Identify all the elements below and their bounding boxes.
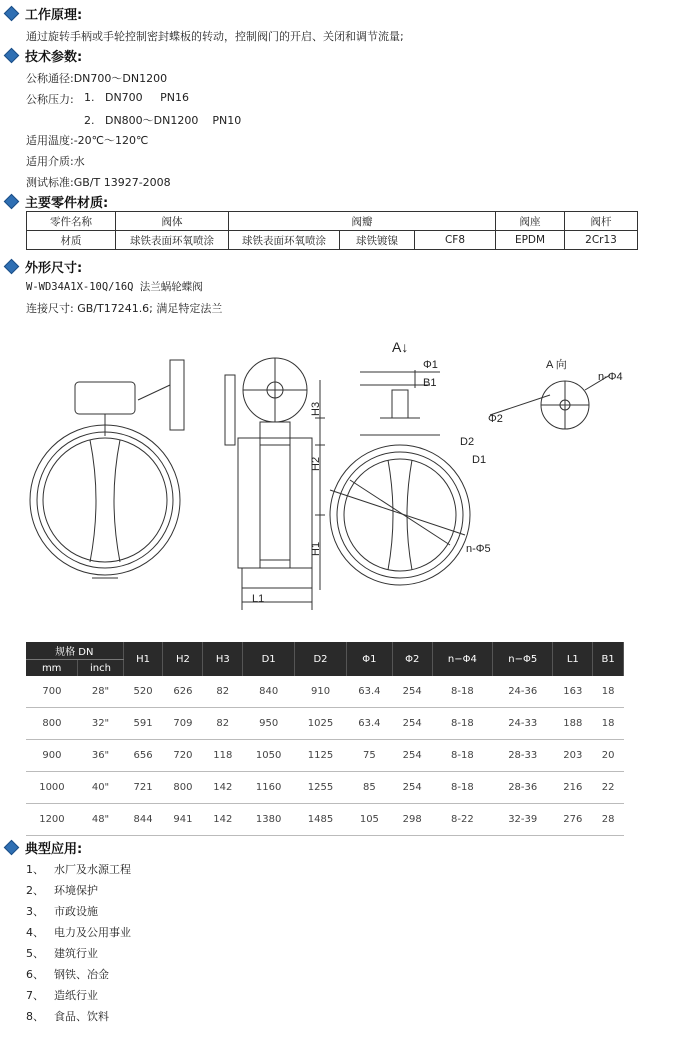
application-item	[26, 987, 98, 1003]
spec-cell: 163	[553, 676, 593, 708]
spec-cell: 276	[553, 804, 593, 836]
spec-cell: 142	[203, 804, 243, 836]
materials-header-cell: 阀体	[116, 212, 229, 231]
spec-cell: 254	[392, 708, 432, 740]
spec-cell: 520	[123, 676, 163, 708]
materials-header-cell: 阀杆	[565, 212, 638, 231]
spec-cell: 24-33	[493, 708, 553, 740]
spec-cell: 8-18	[432, 740, 492, 772]
spec-cell: 24-36	[493, 676, 553, 708]
label-l1: L1	[252, 593, 265, 605]
label-h2: H2	[310, 456, 322, 471]
spec-cell: 720	[163, 740, 203, 772]
spec-cell: 721	[123, 772, 163, 804]
param-pressure-1: 1. DN700 PN16	[84, 91, 190, 104]
spec-cell: 18	[593, 708, 624, 740]
application-item	[26, 924, 131, 940]
application-number: 1、	[26, 863, 44, 876]
label-b1: B1	[423, 377, 437, 389]
spec-cell: 1485	[295, 804, 347, 836]
principle-text: 通过旋转手柄或手轮控制密封蝶板的转动，控制阀门的开启、关闭和调节流量;	[26, 30, 404, 43]
section-title-principle: 工作原理:	[6, 4, 82, 23]
spec-unit-header: inch	[78, 660, 123, 677]
spec-row	[26, 804, 624, 836]
spec-cell: 32"	[78, 708, 123, 740]
diamond-bullet-icon	[4, 259, 20, 275]
spec-cell: 28-36	[493, 772, 553, 804]
spec-cell: 63.4	[346, 708, 392, 740]
materials-cell: 球铁表面环氧喷涂	[116, 231, 229, 250]
spec-cell: 105	[346, 804, 392, 836]
application-item	[26, 882, 98, 898]
spec-cell: 910	[295, 676, 347, 708]
model-text: W-WD34A1X-10Q/16Q 法兰蜗轮蝶阀	[26, 281, 203, 293]
materials-table	[26, 211, 638, 250]
application-text: 钢铁、冶金	[54, 968, 109, 981]
spec-cell: 36"	[78, 740, 123, 772]
spec-cell: 188	[553, 708, 593, 740]
materials-cell: CF8	[415, 231, 496, 250]
spec-cell: 142	[203, 772, 243, 804]
spec-cell: 48"	[78, 804, 123, 836]
spec-group-header: 规格 DN	[26, 642, 123, 660]
spec-cell: 75	[346, 740, 392, 772]
connection-text: 连接尺寸: GB/T17241.6; 满足特定法兰	[26, 302, 223, 315]
spec-cell: 1200	[26, 804, 78, 836]
label-phi2: Φ2	[488, 413, 503, 425]
section-title-dimensions: 外形尺寸:	[6, 257, 82, 276]
application-number: 8、	[26, 1010, 44, 1023]
spec-cell: 591	[123, 708, 163, 740]
spec-cell: 700	[26, 676, 78, 708]
spec-col-header: H3	[203, 642, 243, 676]
spec-col-header: n−Φ4	[432, 642, 492, 676]
spec-cell: 40"	[78, 772, 123, 804]
section-title-applications: 典型应用:	[6, 838, 82, 857]
spec-cell: 216	[553, 772, 593, 804]
spec-table	[26, 642, 624, 836]
side-view	[225, 358, 312, 610]
spec-row	[26, 772, 624, 804]
spec-cell: 82	[203, 708, 243, 740]
application-number: 6、	[26, 968, 44, 981]
label-n-phi4: n-Φ4	[598, 371, 623, 383]
spec-cell: 22	[593, 772, 624, 804]
spec-col-header: H1	[123, 642, 163, 676]
spec-cell: 18	[593, 676, 624, 708]
application-text: 建筑行业	[54, 947, 98, 960]
materials-header-cell: 零件名称	[27, 212, 116, 231]
spec-col-header: D2	[295, 642, 347, 676]
diamond-bullet-icon	[4, 48, 20, 64]
spec-cell: 800	[26, 708, 78, 740]
application-number: 3、	[26, 905, 44, 918]
materials-cell: 球铁表面环氧喷涂	[229, 231, 340, 250]
spec-cell: 20	[593, 740, 624, 772]
spec-cell: 1255	[295, 772, 347, 804]
spec-cell: 8-18	[432, 708, 492, 740]
spec-row	[26, 676, 624, 708]
spec-cell: 1000	[26, 772, 78, 804]
param-medium: 适用介质:水	[26, 155, 85, 168]
application-item	[26, 1008, 109, 1024]
spec-cell: 950	[243, 708, 295, 740]
application-text: 食品、饮料	[54, 1010, 109, 1023]
materials-cell: 球铁镀镍	[340, 231, 415, 250]
application-number: 2、	[26, 884, 44, 897]
spec-cell: 254	[392, 772, 432, 804]
spec-cell: 1050	[243, 740, 295, 772]
spec-cell: 82	[203, 676, 243, 708]
spec-col-header: H2	[163, 642, 203, 676]
spec-cell: 8-18	[432, 772, 492, 804]
spec-cell: 1380	[243, 804, 295, 836]
application-text: 市政设施	[54, 905, 98, 918]
label-a-arrow: A↓	[392, 339, 409, 355]
label-h3: H3	[310, 401, 322, 416]
spec-col-header: B1	[593, 642, 624, 676]
application-item	[26, 945, 98, 961]
a-view	[490, 375, 610, 429]
materials-cell: 2Cr13	[565, 231, 638, 250]
spec-cell: 254	[392, 740, 432, 772]
application-text: 水厂及水源工程	[54, 863, 131, 876]
application-number: 7、	[26, 989, 44, 1002]
spec-cell: 656	[123, 740, 163, 772]
spec-col-header: Φ2	[392, 642, 432, 676]
spec-cell: 1125	[295, 740, 347, 772]
spec-cell: 63.4	[346, 676, 392, 708]
dimension-view	[315, 370, 470, 590]
application-item	[26, 903, 98, 919]
param-temperature: 适用温度:-20℃～120℃	[26, 134, 149, 147]
spec-cell: 28-33	[493, 740, 553, 772]
label-a-view: A 向	[546, 359, 567, 371]
spec-cell: 941	[163, 804, 203, 836]
application-item	[26, 966, 109, 982]
spec-unit-header: mm	[26, 660, 78, 677]
spec-cell: 8-18	[432, 676, 492, 708]
spec-cell: 32-39	[493, 804, 553, 836]
spec-cell: 1025	[295, 708, 347, 740]
materials-cell: EPDM	[496, 231, 565, 250]
spec-cell: 1160	[243, 772, 295, 804]
spec-body	[26, 676, 624, 836]
spec-cell: 298	[392, 804, 432, 836]
param-standard: 测试标准:GB/T 13927-2008	[26, 176, 171, 189]
spec-cell: 28	[593, 804, 624, 836]
spec-cell: 85	[346, 772, 392, 804]
diamond-bullet-icon	[4, 194, 20, 210]
label-h1: H1	[310, 541, 322, 556]
spec-cell: 28"	[78, 676, 123, 708]
spec-cell: 203	[553, 740, 593, 772]
materials-header-cell: 阀座	[496, 212, 565, 231]
materials-header-cell: 阀瓣	[229, 212, 496, 231]
application-text: 电力及公用事业	[54, 926, 131, 939]
spec-cell: 709	[163, 708, 203, 740]
application-text: 环境保护	[54, 884, 98, 897]
param-pressure-label: 公称压力:	[26, 93, 74, 106]
diamond-bullet-icon	[4, 840, 20, 856]
section-title-params: 技术参数:	[6, 46, 82, 65]
spec-cell: 8-22	[432, 804, 492, 836]
label-d2: D2	[460, 436, 475, 448]
valve-drawing	[20, 330, 660, 626]
spec-col-header: n−Φ5	[493, 642, 553, 676]
label-d1: D1	[472, 454, 487, 466]
spec-cell: 254	[392, 676, 432, 708]
spec-row	[26, 740, 624, 772]
label-n-phi5: n-Φ5	[466, 543, 491, 555]
application-number: 5、	[26, 947, 44, 960]
spec-col-header: D1	[243, 642, 295, 676]
application-number: 4、	[26, 926, 44, 939]
spec-cell: 900	[26, 740, 78, 772]
materials-cell: 材质	[27, 231, 116, 250]
spec-cell: 800	[163, 772, 203, 804]
materials-header-row	[27, 212, 638, 231]
label-phi1: Φ1	[423, 359, 438, 371]
diamond-bullet-icon	[4, 6, 20, 22]
materials-data-row	[27, 231, 638, 250]
spec-cell: 118	[203, 740, 243, 772]
spec-header-row	[26, 642, 624, 660]
spec-col-header: L1	[553, 642, 593, 676]
param-nominal-diameter: 公称通径:DN700～DN1200	[26, 72, 168, 85]
spec-cell: 844	[123, 804, 163, 836]
application-text: 造纸行业	[54, 989, 98, 1002]
spec-cell: 626	[163, 676, 203, 708]
spec-row	[26, 708, 624, 740]
application-item	[26, 861, 131, 877]
front-view	[30, 360, 184, 578]
spec-cell: 840	[243, 676, 295, 708]
param-pressure-2: 2. DN800～DN1200 PN10	[84, 114, 242, 127]
spec-col-header: Φ1	[346, 642, 392, 676]
section-title-materials: 主要零件材质:	[6, 192, 108, 211]
